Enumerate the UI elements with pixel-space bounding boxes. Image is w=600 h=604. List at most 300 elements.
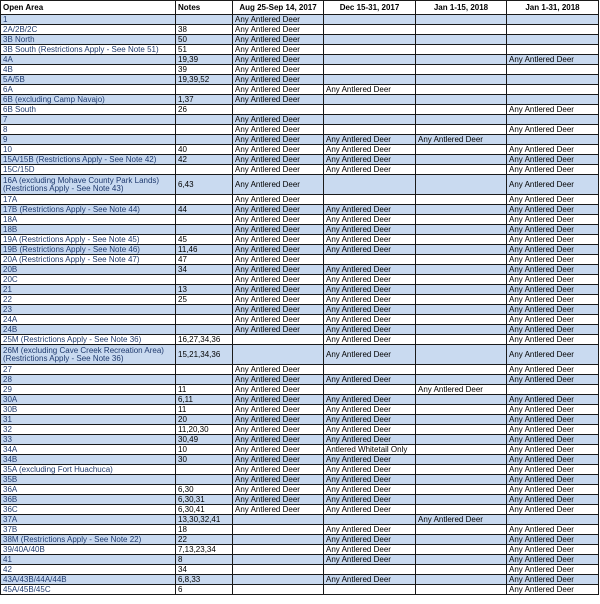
jan-1-31-2018-cell: Any Antlered Deer — [507, 505, 599, 515]
aug-sep-2017-cell: Any Antlered Deer — [233, 295, 324, 305]
aug-sep-2017-cell: Any Antlered Deer — [233, 175, 324, 195]
notes-cell — [176, 115, 233, 125]
aug-sep-2017-cell: Any Antlered Deer — [233, 415, 324, 425]
dec-2017-cell: Any Antlered Deer — [324, 575, 416, 585]
open-area-cell: 34B — [1, 455, 176, 465]
jan-1-15-2018-cell — [416, 425, 507, 435]
aug-sep-2017-cell: Any Antlered Deer — [233, 505, 324, 515]
open-area-cell: 45A/45B/45C — [1, 585, 176, 595]
dec-2017-cell — [324, 65, 416, 75]
notes-cell: 30,49 — [176, 435, 233, 445]
table-row — [1, 555, 599, 565]
aug-sep-2017-cell: Any Antlered Deer — [233, 395, 324, 405]
dec-2017-cell — [324, 515, 416, 525]
jan-1-15-2018-cell: Any Antlered Deer — [416, 135, 507, 145]
table-row — [1, 575, 599, 585]
jan-1-31-2018-cell — [507, 135, 599, 145]
header-dec-2017: Dec 15-31, 2017 — [324, 1, 416, 15]
aug-sep-2017-cell — [233, 585, 324, 595]
notes-cell — [176, 315, 233, 325]
notes-cell — [176, 165, 233, 175]
open-area-cell: 6B South — [1, 105, 176, 115]
open-area-cell: 35B — [1, 475, 176, 485]
aug-sep-2017-cell: Any Antlered Deer — [233, 235, 324, 245]
jan-1-31-2018-cell — [507, 15, 599, 25]
jan-1-31-2018-cell: Any Antlered Deer — [507, 485, 599, 495]
dec-2017-cell — [324, 255, 416, 265]
open-area-cell: 41 — [1, 555, 176, 565]
header-notes: Notes — [176, 1, 233, 15]
notes-cell — [176, 15, 233, 25]
jan-1-31-2018-cell: Any Antlered Deer — [507, 255, 599, 265]
table-row — [1, 475, 599, 485]
jan-1-15-2018-cell — [416, 505, 507, 515]
open-area-cell: 35A (excluding Fort Huachuca) — [1, 465, 176, 475]
aug-sep-2017-cell: Any Antlered Deer — [233, 155, 324, 165]
notes-cell: 42 — [176, 155, 233, 165]
jan-1-31-2018-cell: Any Antlered Deer — [507, 165, 599, 175]
jan-1-31-2018-cell: Any Antlered Deer — [507, 435, 599, 445]
jan-1-15-2018-cell — [416, 325, 507, 335]
jan-1-31-2018-cell: Any Antlered Deer — [507, 585, 599, 595]
dec-2017-cell: Any Antlered Deer — [324, 405, 416, 415]
header-open-area: Open Area — [1, 1, 176, 15]
jan-1-31-2018-cell: Any Antlered Deer — [507, 195, 599, 205]
aug-sep-2017-cell: Any Antlered Deer — [233, 15, 324, 25]
table-row — [1, 55, 599, 65]
jan-1-31-2018-cell: Any Antlered Deer — [507, 535, 599, 545]
jan-1-31-2018-cell: Any Antlered Deer — [507, 325, 599, 335]
table-row — [1, 465, 599, 475]
dec-2017-cell: Any Antlered Deer — [324, 415, 416, 425]
open-area-cell: 34A — [1, 445, 176, 455]
jan-1-15-2018-cell — [416, 485, 507, 495]
jan-1-15-2018-cell: Any Antlered Deer — [416, 515, 507, 525]
notes-cell: 6,11 — [176, 395, 233, 405]
jan-1-15-2018-cell — [416, 85, 507, 95]
dec-2017-cell: Any Antlered Deer — [324, 455, 416, 465]
aug-sep-2017-cell: Any Antlered Deer — [233, 95, 324, 105]
jan-1-15-2018-cell — [416, 295, 507, 305]
jan-1-15-2018-cell — [416, 35, 507, 45]
jan-1-31-2018-cell: Any Antlered Deer — [507, 415, 599, 425]
aug-sep-2017-cell: Any Antlered Deer — [233, 405, 324, 415]
table-row — [1, 385, 599, 395]
aug-sep-2017-cell: Any Antlered Deer — [233, 325, 324, 335]
notes-cell: 6,30,31 — [176, 495, 233, 505]
aug-sep-2017-cell: Any Antlered Deer — [233, 245, 324, 255]
jan-1-31-2018-cell — [507, 385, 599, 395]
notes-cell — [176, 325, 233, 335]
jan-1-31-2018-cell: Any Antlered Deer — [507, 345, 599, 365]
open-area-cell: 16A (excluding Mohave County Park Lands) (Restrictions Apply - See Note 43) — [1, 175, 176, 195]
table-row — [1, 295, 599, 305]
notes-cell: 6 — [176, 585, 233, 595]
jan-1-15-2018-cell — [416, 315, 507, 325]
table-row — [1, 175, 599, 195]
jan-1-15-2018-cell — [416, 435, 507, 445]
jan-1-31-2018-cell: Any Antlered Deer — [507, 565, 599, 575]
open-area-cell: 1 — [1, 15, 176, 25]
dec-2017-cell: Any Antlered Deer — [324, 85, 416, 95]
dec-2017-cell — [324, 15, 416, 25]
dec-2017-cell — [324, 175, 416, 195]
jan-1-31-2018-cell: Any Antlered Deer — [507, 465, 599, 475]
table-row — [1, 45, 599, 55]
dec-2017-cell — [324, 565, 416, 575]
jan-1-31-2018-cell: Any Antlered Deer — [507, 445, 599, 455]
aug-sep-2017-cell: Any Antlered Deer — [233, 195, 324, 205]
open-area-cell: 20C — [1, 275, 176, 285]
table-row — [1, 195, 599, 205]
open-area-cell: 7 — [1, 115, 176, 125]
dec-2017-cell — [324, 585, 416, 595]
jan-1-31-2018-cell: Any Antlered Deer — [507, 55, 599, 65]
table-row — [1, 425, 599, 435]
jan-1-31-2018-cell: Any Antlered Deer — [507, 335, 599, 345]
aug-sep-2017-cell: Any Antlered Deer — [233, 275, 324, 285]
table-row — [1, 445, 599, 455]
dec-2017-cell — [324, 195, 416, 205]
notes-cell — [176, 85, 233, 95]
aug-sep-2017-cell — [233, 575, 324, 585]
dec-2017-cell: Any Antlered Deer — [324, 395, 416, 405]
dec-2017-cell — [324, 55, 416, 65]
open-area-cell: 26M (excluding Cave Creek Recreation Area) (Restrictions Apply - See Note 36) — [1, 345, 176, 365]
dec-2017-cell: Any Antlered Deer — [324, 325, 416, 335]
aug-sep-2017-cell — [233, 555, 324, 565]
table-row — [1, 255, 599, 265]
open-area-cell: 21 — [1, 285, 176, 295]
jan-1-31-2018-cell: Any Antlered Deer — [507, 575, 599, 585]
aug-sep-2017-cell — [233, 345, 324, 365]
aug-sep-2017-cell — [233, 565, 324, 575]
jan-1-31-2018-cell: Any Antlered Deer — [507, 545, 599, 555]
aug-sep-2017-cell: Any Antlered Deer — [233, 145, 324, 155]
table-row — [1, 405, 599, 415]
notes-cell: 18 — [176, 525, 233, 535]
notes-cell: 15,21,34,36 — [176, 345, 233, 365]
jan-1-31-2018-cell: Any Antlered Deer — [507, 375, 599, 385]
jan-1-31-2018-cell: Any Antlered Deer — [507, 205, 599, 215]
notes-cell: 6,30 — [176, 485, 233, 495]
open-area-cell: 19A (Restrictions Apply - See Note 45) — [1, 235, 176, 245]
notes-cell: 11,46 — [176, 245, 233, 255]
jan-1-15-2018-cell — [416, 95, 507, 105]
aug-sep-2017-cell: Any Antlered Deer — [233, 255, 324, 265]
aug-sep-2017-cell: Any Antlered Deer — [233, 465, 324, 475]
dec-2017-cell: Any Antlered Deer — [324, 315, 416, 325]
notes-cell: 39 — [176, 65, 233, 75]
notes-cell: 30 — [176, 455, 233, 465]
dec-2017-cell: Any Antlered Deer — [324, 545, 416, 555]
aug-sep-2017-cell — [233, 515, 324, 525]
open-area-cell: 15A/15B (Restrictions Apply - See Note 42) — [1, 155, 176, 165]
table-row — [1, 65, 599, 75]
dec-2017-cell — [324, 25, 416, 35]
jan-1-31-2018-cell: Any Antlered Deer — [507, 495, 599, 505]
aug-sep-2017-cell — [233, 335, 324, 345]
aug-sep-2017-cell: Any Antlered Deer — [233, 225, 324, 235]
jan-1-31-2018-cell: Any Antlered Deer — [507, 105, 599, 115]
jan-1-31-2018-cell: Any Antlered Deer — [507, 245, 599, 255]
table-row — [1, 225, 599, 235]
aug-sep-2017-cell: Any Antlered Deer — [233, 45, 324, 55]
jan-1-31-2018-cell — [507, 115, 599, 125]
jan-1-15-2018-cell — [416, 245, 507, 255]
dec-2017-cell: Any Antlered Deer — [324, 275, 416, 285]
jan-1-31-2018-cell: Any Antlered Deer — [507, 305, 599, 315]
table-row — [1, 415, 599, 425]
jan-1-15-2018-cell — [416, 155, 507, 165]
jan-1-15-2018-cell: Any Antlered Deer — [416, 385, 507, 395]
aug-sep-2017-cell: Any Antlered Deer — [233, 285, 324, 295]
jan-1-15-2018-cell — [416, 25, 507, 35]
jan-1-15-2018-cell — [416, 125, 507, 135]
jan-1-31-2018-cell — [507, 515, 599, 525]
jan-1-15-2018-cell — [416, 345, 507, 365]
jan-1-31-2018-cell: Any Antlered Deer — [507, 275, 599, 285]
table-row — [1, 525, 599, 535]
notes-cell — [176, 215, 233, 225]
jan-1-31-2018-cell: Any Antlered Deer — [507, 145, 599, 155]
dec-2017-cell: Any Antlered Deer — [324, 305, 416, 315]
table-row — [1, 265, 599, 275]
jan-1-31-2018-cell: Any Antlered Deer — [507, 175, 599, 195]
notes-cell — [176, 475, 233, 485]
header-row — [1, 1, 599, 15]
jan-1-31-2018-cell — [507, 25, 599, 35]
open-area-cell: 37B — [1, 525, 176, 535]
dec-2017-cell — [324, 35, 416, 45]
dec-2017-cell: Any Antlered Deer — [324, 555, 416, 565]
jan-1-15-2018-cell — [416, 215, 507, 225]
table-row — [1, 485, 599, 495]
aug-sep-2017-cell: Any Antlered Deer — [233, 215, 324, 225]
dec-2017-cell: Any Antlered Deer — [324, 245, 416, 255]
dec-2017-cell: Any Antlered Deer — [324, 505, 416, 515]
open-area-cell: 31 — [1, 415, 176, 425]
open-area-cell: 6B (excluding Camp Navajo) — [1, 95, 176, 105]
notes-cell — [176, 465, 233, 475]
table-row — [1, 345, 599, 365]
notes-cell: 38 — [176, 25, 233, 35]
dec-2017-cell — [324, 45, 416, 55]
open-area-cell: 20B — [1, 265, 176, 275]
open-area-cell: 23 — [1, 305, 176, 315]
jan-1-15-2018-cell — [416, 55, 507, 65]
aug-sep-2017-cell: Any Antlered Deer — [233, 115, 324, 125]
jan-1-31-2018-cell — [507, 65, 599, 75]
aug-sep-2017-cell: Any Antlered Deer — [233, 385, 324, 395]
dec-2017-cell: Any Antlered Deer — [324, 215, 416, 225]
aug-sep-2017-cell: Any Antlered Deer — [233, 25, 324, 35]
jan-1-31-2018-cell — [507, 45, 599, 55]
aug-sep-2017-cell: Any Antlered Deer — [233, 65, 324, 75]
open-area-cell: 36B — [1, 495, 176, 505]
jan-1-31-2018-cell: Any Antlered Deer — [507, 225, 599, 235]
jan-1-31-2018-cell: Any Antlered Deer — [507, 475, 599, 485]
dec-2017-cell — [324, 75, 416, 85]
notes-cell — [176, 305, 233, 315]
jan-1-15-2018-cell — [416, 525, 507, 535]
open-area-cell: 22 — [1, 295, 176, 305]
jan-1-31-2018-cell: Any Antlered Deer — [507, 285, 599, 295]
jan-1-15-2018-cell — [416, 395, 507, 405]
jan-1-15-2018-cell — [416, 565, 507, 575]
table-row — [1, 235, 599, 245]
table-row — [1, 315, 599, 325]
jan-1-31-2018-cell: Any Antlered Deer — [507, 425, 599, 435]
aug-sep-2017-cell: Any Antlered Deer — [233, 205, 324, 215]
notes-cell — [176, 375, 233, 385]
header-jan-1-31-2018: Jan 1-31, 2018 — [507, 1, 599, 15]
jan-1-15-2018-cell — [416, 405, 507, 415]
jan-1-15-2018-cell — [416, 195, 507, 205]
jan-1-31-2018-cell — [507, 95, 599, 105]
open-area-cell: 30B — [1, 405, 176, 415]
jan-1-31-2018-cell: Any Antlered Deer — [507, 405, 599, 415]
table-row — [1, 145, 599, 155]
dec-2017-cell: Any Antlered Deer — [324, 225, 416, 235]
table-row — [1, 205, 599, 215]
jan-1-31-2018-cell: Any Antlered Deer — [507, 265, 599, 275]
table-row — [1, 535, 599, 545]
notes-cell: 19,39,52 — [176, 75, 233, 85]
dec-2017-cell: Any Antlered Deer — [324, 345, 416, 365]
notes-cell: 22 — [176, 535, 233, 545]
jan-1-15-2018-cell — [416, 115, 507, 125]
dec-2017-cell: Any Antlered Deer — [324, 135, 416, 145]
table-row — [1, 305, 599, 315]
aug-sep-2017-cell: Any Antlered Deer — [233, 305, 324, 315]
aug-sep-2017-cell — [233, 105, 324, 115]
notes-cell: 6,43 — [176, 175, 233, 195]
table-row — [1, 85, 599, 95]
jan-1-31-2018-cell: Any Antlered Deer — [507, 395, 599, 405]
table-row — [1, 105, 599, 115]
open-area-cell: 3B North — [1, 35, 176, 45]
notes-cell: 10 — [176, 445, 233, 455]
table-row — [1, 545, 599, 555]
notes-cell: 13,30,32,41 — [176, 515, 233, 525]
table-body — [1, 15, 599, 595]
dec-2017-cell: Any Antlered Deer — [324, 435, 416, 445]
jan-1-31-2018-cell: Any Antlered Deer — [507, 125, 599, 135]
aug-sep-2017-cell: Any Antlered Deer — [233, 55, 324, 65]
header-jan-1-15-2018: Jan 1-15, 2018 — [416, 1, 507, 15]
open-area-cell: 30A — [1, 395, 176, 405]
jan-1-31-2018-cell: Any Antlered Deer — [507, 295, 599, 305]
open-area-cell: 4A — [1, 55, 176, 65]
jan-1-15-2018-cell — [416, 275, 507, 285]
dec-2017-cell — [324, 105, 416, 115]
table-row — [1, 495, 599, 505]
notes-cell: 11 — [176, 385, 233, 395]
aug-sep-2017-cell: Any Antlered Deer — [233, 85, 324, 95]
table-row — [1, 155, 599, 165]
jan-1-15-2018-cell — [416, 235, 507, 245]
dec-2017-cell: Any Antlered Deer — [324, 495, 416, 505]
open-area-cell: 2A/2B/2C — [1, 25, 176, 35]
jan-1-15-2018-cell — [416, 495, 507, 505]
jan-1-15-2018-cell — [416, 285, 507, 295]
aug-sep-2017-cell: Any Antlered Deer — [233, 315, 324, 325]
aug-sep-2017-cell: Any Antlered Deer — [233, 165, 324, 175]
jan-1-31-2018-cell: Any Antlered Deer — [507, 235, 599, 245]
table-row — [1, 455, 599, 465]
notes-cell: 45 — [176, 235, 233, 245]
open-area-cell: 24A — [1, 315, 176, 325]
table-row — [1, 125, 599, 135]
jan-1-15-2018-cell — [416, 475, 507, 485]
jan-1-15-2018-cell — [416, 445, 507, 455]
jan-1-15-2018-cell — [416, 165, 507, 175]
dec-2017-cell: Any Antlered Deer — [324, 145, 416, 155]
dec-2017-cell: Any Antlered Deer — [324, 285, 416, 295]
table-row — [1, 35, 599, 45]
dec-2017-cell: Any Antlered Deer — [324, 155, 416, 165]
jan-1-15-2018-cell — [416, 205, 507, 215]
open-area-cell: 17A — [1, 195, 176, 205]
aug-sep-2017-cell: Any Antlered Deer — [233, 35, 324, 45]
open-area-cell: 43A/43B/44A/44B — [1, 575, 176, 585]
jan-1-31-2018-cell: Any Antlered Deer — [507, 315, 599, 325]
open-area-cell: 10 — [1, 145, 176, 155]
aug-sep-2017-cell: Any Antlered Deer — [233, 375, 324, 385]
aug-sep-2017-cell: Any Antlered Deer — [233, 75, 324, 85]
notes-cell: 11,20,30 — [176, 425, 233, 435]
jan-1-15-2018-cell — [416, 585, 507, 595]
open-area-cell: 27 — [1, 365, 176, 375]
aug-sep-2017-cell: Any Antlered Deer — [233, 425, 324, 435]
dec-2017-cell — [324, 125, 416, 135]
jan-1-31-2018-cell: Any Antlered Deer — [507, 365, 599, 375]
aug-sep-2017-cell: Any Antlered Deer — [233, 265, 324, 275]
notes-cell — [176, 135, 233, 145]
jan-1-15-2018-cell — [416, 255, 507, 265]
table-row — [1, 565, 599, 575]
open-area-cell: 5A/5B — [1, 75, 176, 85]
jan-1-31-2018-cell: Any Antlered Deer — [507, 555, 599, 565]
jan-1-31-2018-cell — [507, 85, 599, 95]
open-area-cell: 18A — [1, 215, 176, 225]
aug-sep-2017-cell: Any Antlered Deer — [233, 495, 324, 505]
dec-2017-cell: Any Antlered Deer — [324, 235, 416, 245]
jan-1-31-2018-cell — [507, 35, 599, 45]
open-area-cell: 25M (Restrictions Apply - See Note 36) — [1, 335, 176, 345]
table-row — [1, 505, 599, 515]
jan-1-15-2018-cell — [416, 75, 507, 85]
notes-cell: 19,39 — [176, 55, 233, 65]
aug-sep-2017-cell — [233, 535, 324, 545]
jan-1-15-2018-cell — [416, 455, 507, 465]
dec-2017-cell: Any Antlered Deer — [324, 475, 416, 485]
table-row — [1, 325, 599, 335]
table-row — [1, 165, 599, 175]
jan-1-15-2018-cell — [416, 65, 507, 75]
notes-cell: 47 — [176, 255, 233, 265]
jan-1-15-2018-cell — [416, 305, 507, 315]
open-area-cell: 36A — [1, 485, 176, 495]
jan-1-15-2018-cell — [416, 15, 507, 25]
open-area-cell: 33 — [1, 435, 176, 445]
notes-cell: 13 — [176, 285, 233, 295]
dec-2017-cell: Any Antlered Deer — [324, 205, 416, 215]
table-row — [1, 135, 599, 145]
open-area-cell: 37A — [1, 515, 176, 525]
jan-1-15-2018-cell — [416, 575, 507, 585]
